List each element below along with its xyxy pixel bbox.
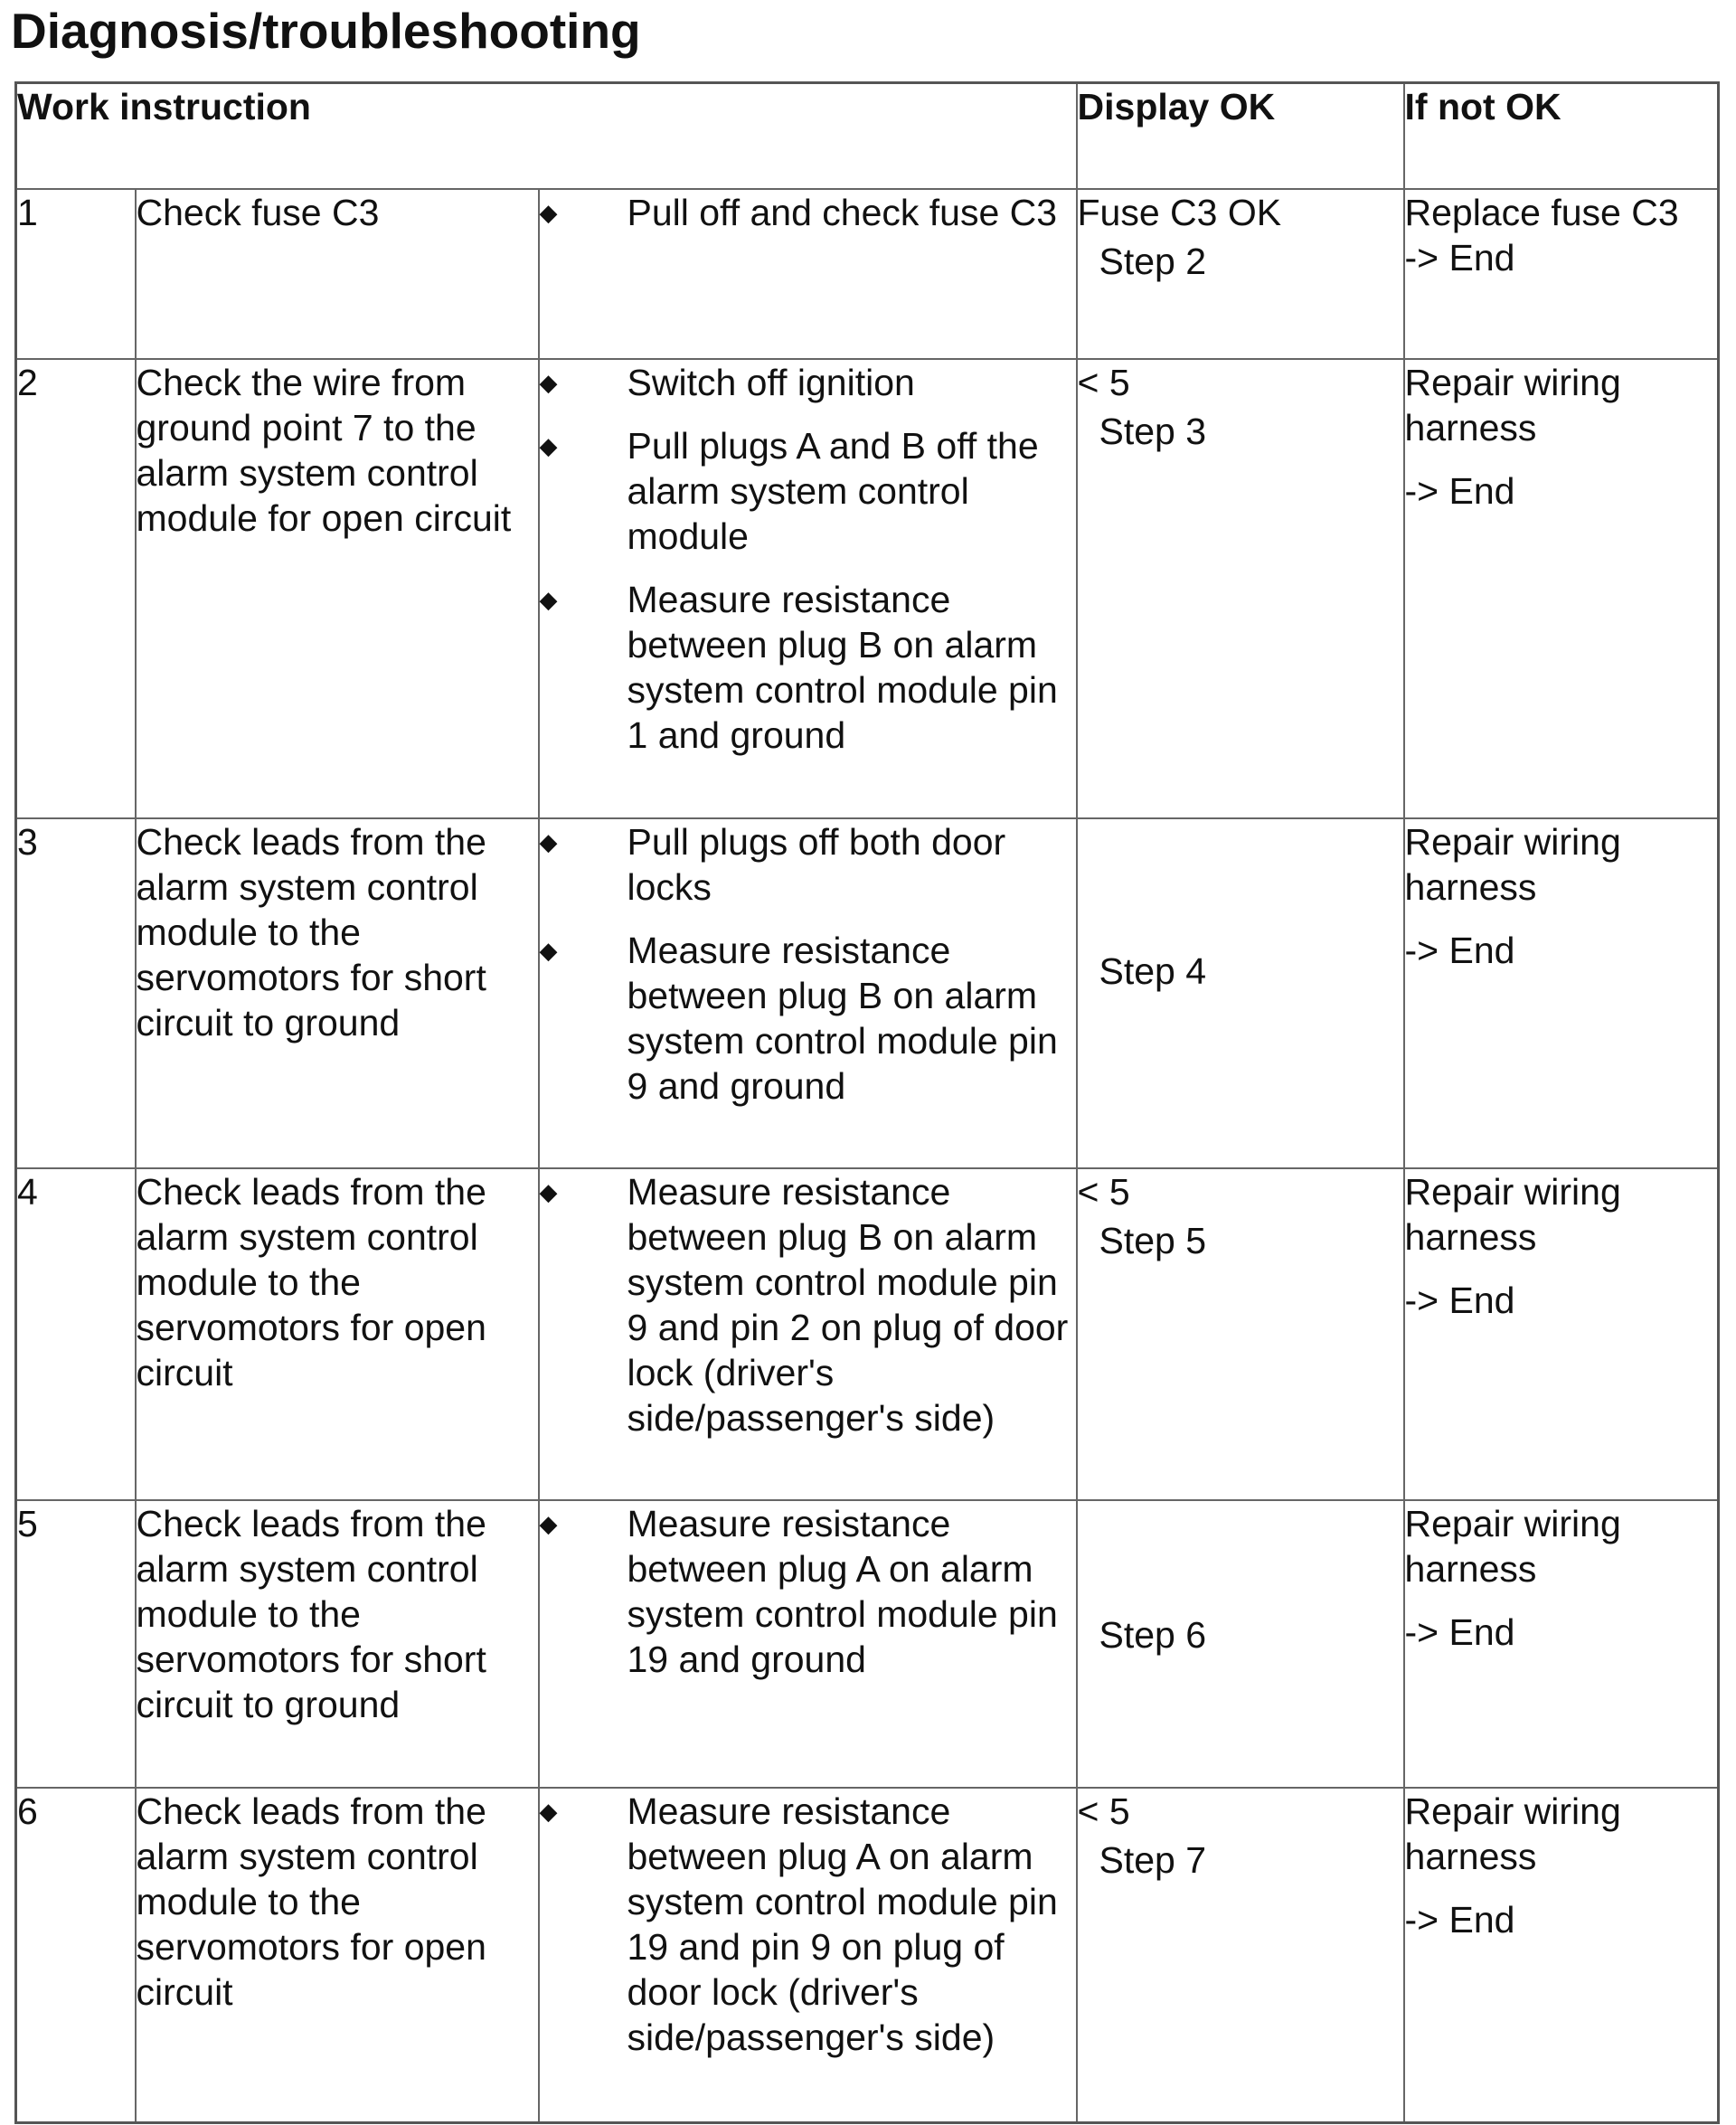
display-ok-cell: [1077, 1788, 1404, 2122]
corrective-action: Repair wiring harness: [1404, 362, 1621, 449]
next-step-link: Step 3: [1099, 411, 1207, 452]
procedure-step: [540, 423, 1076, 559]
end-marker: -> End: [1404, 237, 1515, 279]
corrective-action: Repair wiring harness: [1404, 821, 1621, 908]
step-number: 6: [16, 1788, 136, 2122]
procedure-step-text: Switch off ignition: [627, 362, 915, 403]
task-description: Check fuse C3: [136, 189, 539, 359]
procedure-step-text: Measure resistance between plug B on alarm system control module pin 9 and ground: [627, 930, 1058, 1107]
corrective-action: Replace fuse C3: [1404, 192, 1679, 233]
step-number: 2: [16, 359, 136, 818]
step-number: 3: [16, 818, 136, 1168]
procedure-step: [540, 1789, 1076, 2060]
next-step-link: Step 5: [1099, 1220, 1207, 1261]
diamond-bullet-icon: ◆: [539, 1178, 558, 1205]
header-row: [16, 83, 1719, 190]
procedure-step: [540, 577, 1076, 758]
next-step-link: Step 6: [1099, 1614, 1207, 1656]
step-number: 5: [16, 1500, 136, 1788]
procedure-steps: [539, 1788, 1077, 2122]
procedure-step-text: Pull off and check fuse C3: [627, 192, 1058, 233]
if-not-ok-cell: [1404, 189, 1719, 359]
ok-value: < 5: [1077, 1171, 1130, 1213]
next-step-link: Step 4: [1099, 949, 1207, 992]
diamond-bullet-icon: ◆: [539, 1798, 558, 1825]
end-marker: -> End: [1404, 1280, 1515, 1321]
end-marker: -> End: [1404, 470, 1515, 512]
corrective-action: Repair wiring harness: [1404, 1790, 1621, 1877]
procedure-steps: [539, 1500, 1077, 1788]
diamond-bullet-icon: ◆: [539, 937, 558, 964]
corrective-action: Repair wiring harness: [1404, 1503, 1621, 1590]
display-ok-cell: [1077, 818, 1404, 1168]
diagnosis-table: [14, 81, 1720, 2124]
procedure-step: [540, 1501, 1076, 1682]
procedure-step: [540, 819, 1076, 910]
procedure-step-text: Pull plugs off both door locks: [627, 821, 1006, 908]
page-title: Diagnosis/troubleshooting: [11, 3, 641, 59]
procedure-step-text: Pull plugs A and B off the alarm system control module: [627, 425, 1039, 557]
diamond-bullet-icon: ◆: [539, 586, 558, 613]
ok-value: < 5: [1077, 1790, 1130, 1832]
table-row: [16, 1168, 1719, 1500]
diamond-bullet-icon: ◆: [539, 199, 558, 226]
table-row: [16, 359, 1719, 818]
procedure-step: [540, 928, 1076, 1109]
diamond-bullet-icon: ◆: [539, 432, 558, 459]
ok-value: Fuse C3 OK: [1077, 192, 1282, 233]
next-step-link: Step 2: [1099, 241, 1207, 282]
end-marker: -> End: [1404, 930, 1515, 971]
procedure-step-text: Measure resistance between plug B on alarm system control module pin 1 and ground: [627, 579, 1058, 756]
procedure-step: [540, 190, 1076, 235]
step-number: 4: [16, 1168, 136, 1500]
procedure-step: [540, 1169, 1076, 1440]
diamond-bullet-icon: ◆: [539, 828, 558, 855]
table-row: [16, 1500, 1719, 1788]
end-marker: -> End: [1404, 1899, 1515, 1941]
header-if-not-ok-label: If not OK: [1404, 86, 1561, 128]
table-row: [16, 1788, 1719, 2122]
header-work-instruction-label: Work instruction: [17, 86, 311, 128]
header-if-not-ok: [1404, 83, 1719, 190]
task-description: Check leads from the alarm system control module to the servomotors for short circuit to ground: [136, 818, 539, 1168]
if-not-ok-cell: [1404, 1788, 1719, 2122]
procedure-step-text: Measure resistance between plug A on alarm system control module pin 19 and pin 9 on plug of door lock (driver's side/passenger's side): [627, 1790, 1058, 2058]
header-display-ok-label: Display OK: [1077, 86, 1276, 128]
procedure-step: [540, 360, 1076, 405]
header-work-instruction: [16, 83, 1077, 190]
if-not-ok-cell: [1404, 1168, 1719, 1500]
if-not-ok-cell: [1404, 1500, 1719, 1788]
task-description: Check leads from the alarm system control module to the servomotors for short circuit to ground: [136, 1500, 539, 1788]
display-ok-cell: [1077, 359, 1404, 818]
task-description: Check leads from the alarm system control module to the servomotors for open circuit: [136, 1788, 539, 2122]
step-number: 1: [16, 189, 136, 359]
table-row: [16, 818, 1719, 1168]
end-marker: -> End: [1404, 1611, 1515, 1653]
procedure-steps: [539, 359, 1077, 818]
diamond-bullet-icon: ◆: [539, 369, 558, 396]
procedure-step-text: Measure resistance between plug A on alarm system control module pin 19 and ground: [627, 1503, 1058, 1680]
next-step-link: Step 7: [1099, 1839, 1207, 1881]
if-not-ok-cell: [1404, 818, 1719, 1168]
display-ok-cell: [1077, 1168, 1404, 1500]
header-display-ok: [1077, 83, 1404, 190]
display-ok-cell: [1077, 189, 1404, 359]
ok-value: < 5: [1077, 362, 1130, 403]
if-not-ok-cell: [1404, 359, 1719, 818]
display-ok-cell: [1077, 1500, 1404, 1788]
table-row: [16, 189, 1719, 359]
procedure-steps: [539, 818, 1077, 1168]
diamond-bullet-icon: ◆: [539, 1510, 558, 1537]
task-description: Check the wire from ground point 7 to the alarm system control module for open circuit: [136, 359, 539, 818]
corrective-action: Repair wiring harness: [1404, 1171, 1621, 1258]
procedure-steps: [539, 189, 1077, 359]
procedure-step-text: Measure resistance between plug B on alarm system control module pin 9 and pin 2 on plug of door lock (driver's side/passenger's side): [627, 1171, 1069, 1439]
task-description: Check leads from the alarm system control module to the servomotors for open circuit: [136, 1168, 539, 1500]
procedure-steps: [539, 1168, 1077, 1500]
